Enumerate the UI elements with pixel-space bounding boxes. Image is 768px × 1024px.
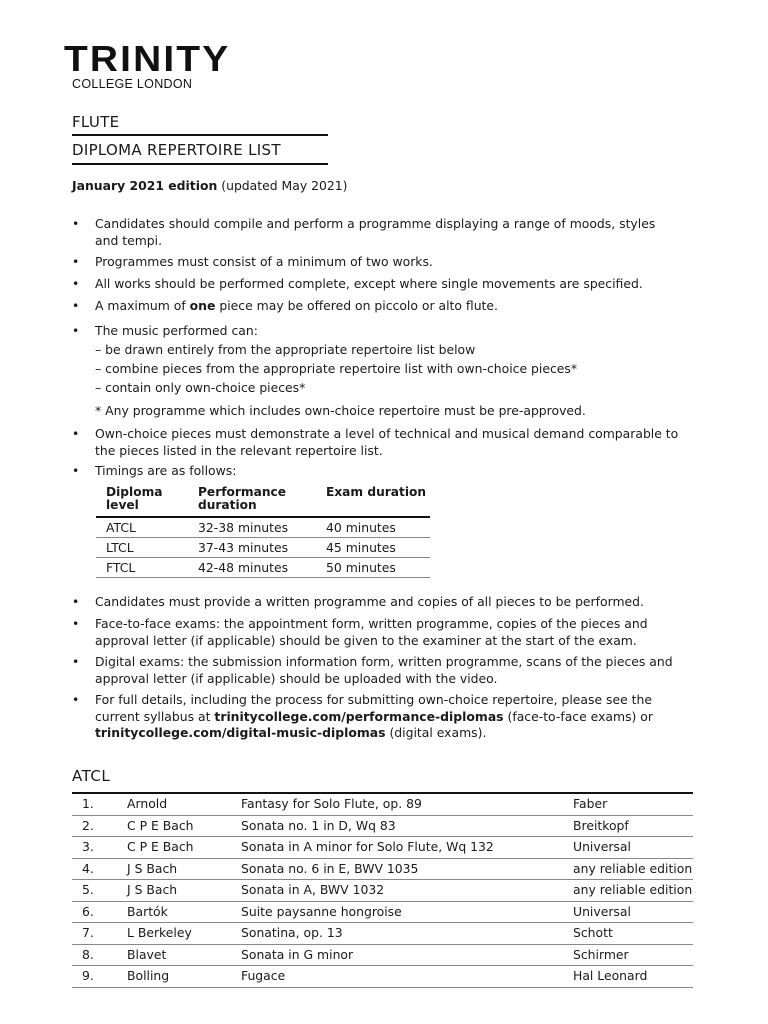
bullet-face-to-face xyxy=(72,616,700,649)
timings-cell: 32-38 minutes xyxy=(188,517,316,538)
page-title: DIPLOMA REPERTOIRE LIST xyxy=(72,141,281,159)
publisher: Universal xyxy=(573,837,693,859)
piece-number: 4. xyxy=(72,858,127,880)
composer: C P E Bach xyxy=(127,815,241,837)
performance-diplomas-link[interactable]: trinitycollege.com/performance-diplomas xyxy=(214,708,504,724)
table-row xyxy=(72,815,693,837)
publisher: any reliable edition xyxy=(573,858,693,880)
piece-number: 2. xyxy=(72,815,127,837)
composer: J S Bach xyxy=(127,858,241,880)
timings-cell: FTCL xyxy=(96,558,188,578)
timings-header: Diploma level xyxy=(96,486,188,517)
table-row xyxy=(72,901,693,923)
piece-number: 9. xyxy=(72,966,127,988)
piece-title: Sonata in A, BWV 1032 xyxy=(241,880,573,902)
bullet-piccolo xyxy=(72,298,700,315)
bullet-dot: • xyxy=(72,692,80,707)
digital-music-diplomas-link[interactable]: trinitycollege.com/digital-music-diplomas xyxy=(95,725,386,740)
bullet-text: The music performed can: xyxy=(95,323,258,338)
timings-cell: LTCL xyxy=(96,538,188,558)
timings-cell: ATCL xyxy=(96,517,188,538)
bullet-text-post: (digital exams). xyxy=(385,725,487,740)
publisher: Hal Leonard xyxy=(573,966,693,988)
piece-number: 7. xyxy=(72,923,127,945)
piece-title: Sonata no. 6 in E, BWV 1035 xyxy=(241,858,573,880)
table-row xyxy=(72,944,693,966)
logo-subtitle: COLLEGE LONDON xyxy=(72,77,193,91)
piece-title: Fugace xyxy=(241,966,573,988)
bullet-text: Candidates should compile and perform a programme displaying a range of moods, styles and tempi. xyxy=(95,216,656,248)
timings-table xyxy=(96,486,430,578)
bullet-dot: • xyxy=(72,323,80,338)
bullet-dot: • xyxy=(72,216,80,231)
bullet-own-choice-demand xyxy=(72,426,700,459)
piece-title: Fantasy for Solo Flute, op. 89 xyxy=(241,793,573,815)
table-row xyxy=(96,558,430,578)
publisher: Schott xyxy=(573,923,693,945)
piece-title: Sonata in G minor xyxy=(241,944,573,966)
bullet-text: Programmes must consist of a minimum of two works. xyxy=(95,254,433,269)
trinity-logo xyxy=(64,38,231,91)
bullet-text-mid: (face-to-face exams) or xyxy=(503,708,653,724)
piece-title: Sonatina, op. 13 xyxy=(241,923,573,945)
bullet-dot: • xyxy=(72,463,80,478)
piece-number: 6. xyxy=(72,901,127,923)
instrument-heading: FLUTE xyxy=(72,113,120,131)
timings-cell: 40 minutes xyxy=(316,517,430,538)
bullet-dot: • xyxy=(72,276,80,291)
title-rule xyxy=(72,163,328,165)
bullet-text xyxy=(95,298,700,315)
publisher: Faber xyxy=(573,793,693,815)
composer: L Berkeley xyxy=(127,923,241,945)
timings-cell: 42-48 minutes xyxy=(188,558,316,578)
bullet-dot: • xyxy=(72,616,80,631)
bullet-music-performed xyxy=(72,323,700,340)
pre-approval-note: * Any programme which includes own-choice repertoire must be pre-approved. xyxy=(95,403,586,418)
composer: Bolling xyxy=(127,966,241,988)
heading-rule xyxy=(72,134,328,136)
publisher: Schirmer xyxy=(573,944,693,966)
piece-number: 3. xyxy=(72,837,127,859)
bullet-dot: • xyxy=(72,298,80,313)
piece-title: Suite paysanne hongroise xyxy=(241,901,573,923)
piece-number: 8. xyxy=(72,944,127,966)
piece-number: 1. xyxy=(72,793,127,815)
atcl-repertoire-table xyxy=(72,792,693,988)
bullet-dot: • xyxy=(72,594,80,609)
logo-wordmark: TRINITY xyxy=(64,38,231,79)
timings-cell: 45 minutes xyxy=(316,538,430,558)
table-row xyxy=(72,858,693,880)
sub-item-combine: – combine pieces from the appropriate repertoire list with own-choice pieces* xyxy=(95,361,578,376)
bullet-emphasis: one xyxy=(189,298,216,313)
composer: J S Bach xyxy=(127,880,241,902)
table-row xyxy=(72,793,693,815)
bullet-text-post: piece may be offered on piccolo or alto flute. xyxy=(215,298,498,313)
table-row xyxy=(72,837,693,859)
bullet-text: Own-choice pieces must demonstrate a level of technical and musical demand comparable to the pieces listed in the relevant repertoire list. xyxy=(95,426,679,458)
composer: Bartók xyxy=(127,901,241,923)
composer: Arnold xyxy=(127,793,241,815)
bullet-minimum-works xyxy=(72,254,700,271)
table-row xyxy=(72,923,693,945)
bullet-programme xyxy=(72,216,700,249)
bullet-text-pre: For full details, including the process for submitting own-choice repertoire, please see the current syllabus at xyxy=(95,692,653,724)
publisher: Universal xyxy=(573,901,693,923)
bullet-written-programme xyxy=(72,594,700,611)
edition-date: January 2021 edition xyxy=(72,178,218,193)
bullet-dot: • xyxy=(72,426,80,441)
piece-title: Sonata in A minor for Solo Flute, Wq 132 xyxy=(241,837,573,859)
composer: C P E Bach xyxy=(127,837,241,859)
piece-title: Sonata no. 1 in D, Wq 83 xyxy=(241,815,573,837)
bullet-text: Digital exams: the submission information form, written programme, scans of the pieces and approval letter (if applicable) should be uploaded with the video. xyxy=(95,654,673,686)
bullet-digital-exams xyxy=(72,654,700,687)
sub-item-repertoire: – be drawn entirely from the appropriate repertoire list below xyxy=(95,342,476,357)
bullet-dot: • xyxy=(72,254,80,269)
bullet-text: Timings are as follows: xyxy=(95,463,237,478)
timings-header: Performance duration xyxy=(188,486,316,517)
bullet-text: All works should be performed complete, except where single movements are specified. xyxy=(95,276,643,291)
bullet-complete-works xyxy=(72,276,700,293)
piece-number: 5. xyxy=(72,880,127,902)
edition-update: (updated May 2021) xyxy=(217,178,348,193)
bullet-full-details xyxy=(72,692,700,742)
publisher: Breitkopf xyxy=(573,815,693,837)
table-row xyxy=(72,880,693,902)
timings-header: Exam duration xyxy=(316,486,430,517)
bullet-text-pre: A maximum of xyxy=(95,298,190,313)
edition-line xyxy=(72,178,347,193)
bullet-text: Face-to-face exams: the appointment form, written programme, copies of the pieces and approval letter (if applicable) should be given to the examiner at the start of the exam. xyxy=(95,616,648,648)
bullet-timings xyxy=(72,463,700,480)
bullet-dot: • xyxy=(72,654,80,669)
table-row xyxy=(96,517,430,538)
composer: Blavet xyxy=(127,944,241,966)
sub-item-own-choice: – contain only own-choice pieces* xyxy=(95,380,306,395)
timings-header-row xyxy=(96,486,430,517)
atcl-heading: ATCL xyxy=(72,767,111,785)
bullet-text xyxy=(95,692,667,742)
table-row xyxy=(72,966,693,988)
publisher: any reliable edition xyxy=(573,880,693,902)
table-row xyxy=(96,538,430,558)
bullet-text: Candidates must provide a written programme and copies of all pieces to be performed. xyxy=(95,594,644,609)
timings-cell: 50 minutes xyxy=(316,558,430,578)
timings-cell: 37-43 minutes xyxy=(188,538,316,558)
